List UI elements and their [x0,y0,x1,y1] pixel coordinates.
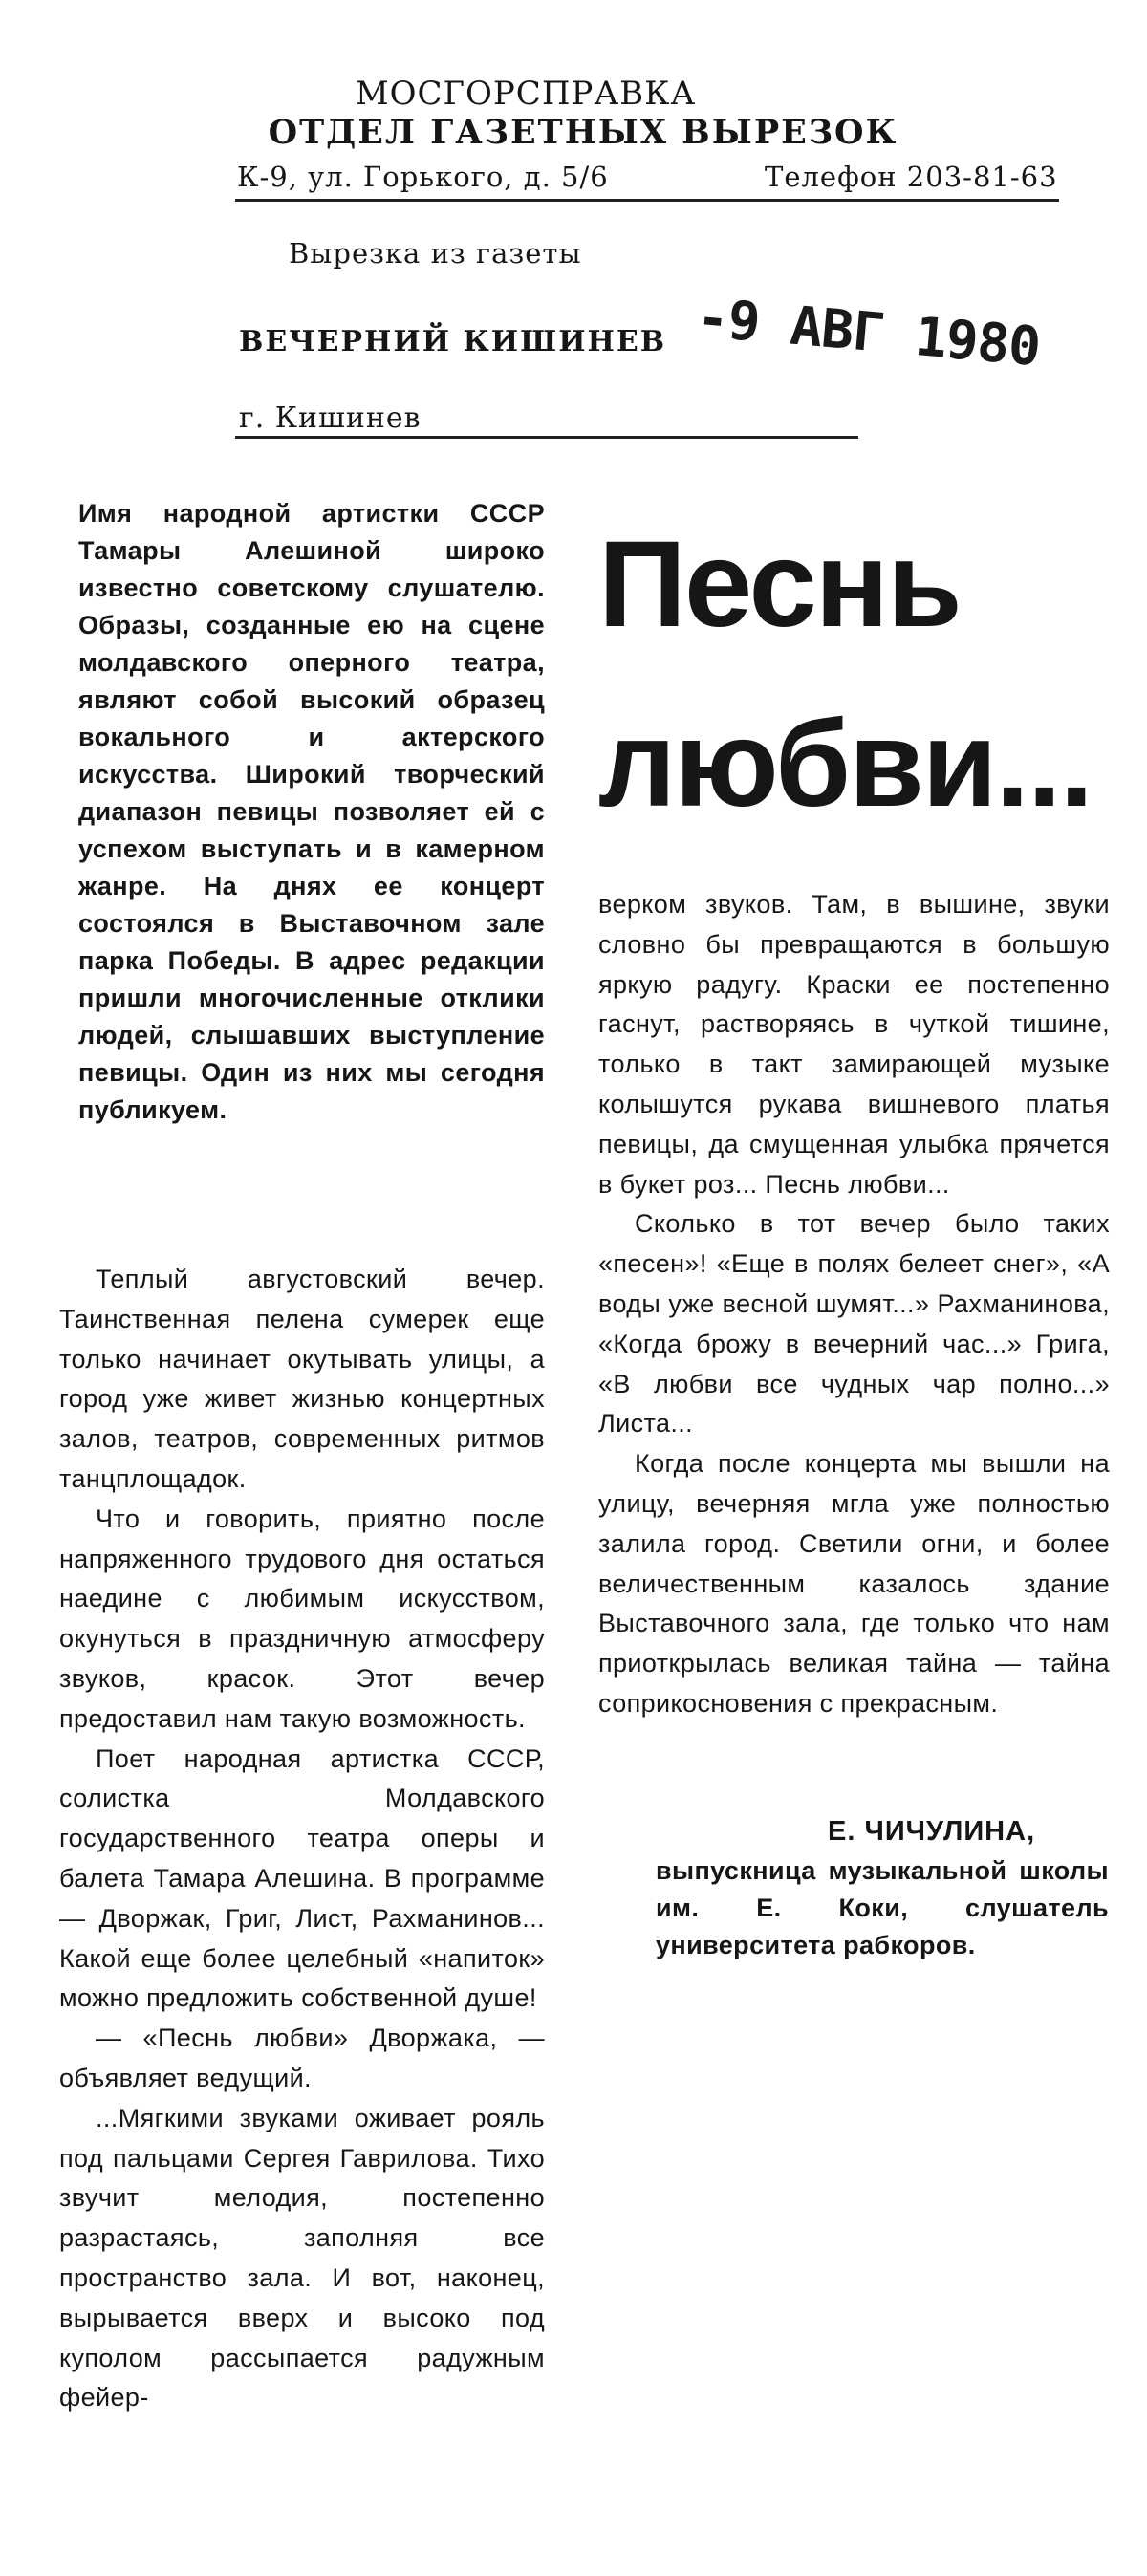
article-lead [78,495,545,1129]
clipping-label: Вырезка из газеты [289,237,582,270]
header-rule [235,199,1059,202]
body-paragraph: Когда после концерта мы вышли на улицу, вечерняя мгла уже полностью залила город. Светили огни, и более величественным казалось здание Выставочного зала, где только что нам приоткрылась великая тайна — тайна соприкосновения с прекрасным. [598,1449,1110,1718]
body-paragraph: Что и говорить, приятно после напряженного трудового дня остаться наедине с любимым искусством, окунуться в праздничную атмосферу звуков, красок. Этот вечер предоставил нам такую возможность. [59,1504,545,1733]
author-name: Е. ЧИЧУЛИНА, [828,1816,1036,1847]
date-stamp: -9 АВГ 1980 [694,287,1043,379]
agency-name: МОСГОРСПРАВКА [355,75,697,113]
body-paragraph: — «Песнь любви» Дворжака, — объявляет ведущий. [59,2024,545,2092]
article-headline: Песнь любви... [598,516,1093,833]
body-paragraph: верком звуков. Там, в вышине, звуки словно бы превращаются в большую яркую радугу. Краски ее постепенно гаснут, растворяясь в чуткой тишине, только в такт замирающей музыке колышутся рукава вишневого платья певицы, да смущенная улыбка прячется в букет роз... Песнь любви... [598,890,1110,1199]
agency-phone: Телефон 203-81-63 [765,161,1058,193]
department-name: ОТДЕЛ ГАЗЕТНЫХ ВЫРЕЗОК [268,113,898,152]
newspaper-name: ВЕЧЕРНИЙ КИШИНЕВ [239,325,667,358]
left-column [59,1260,545,2418]
newspaper-city: г. Кишинев [239,401,422,435]
agency-address: К-9, ул. Горького, д. 5/6 [237,161,609,193]
author-description: выпускница музыкальной школы им. Е. Коки, слушатель университета рабкоров. [656,1856,1109,1959]
lead-paragraph: Имя народной артистки СССР Тамары Алешиной широко известно советскому слушателю. Образы, созданные ею на сцене молдавского оперного театра, являют собой высокий образец вокального и актерского искусства. Широкий творческий диапазон певицы позволяет ей с успехом выступать и в камерном жанре. На днях ее концерт состоялся в Выставочном зале парка Победы. В адрес редакции пришли многочисленные отклики людей, слышавших выступление певицы. Один из них мы сегодня публикуем. [78,499,545,1124]
source-rule [235,436,858,439]
body-paragraph: Сколько в тот вечер было таких «песен»! «Еще в полях белеет снег», «А воды уже весной шумят...» Рахманинова, «Когда брожу в вечерний час...» Грига, «В любви все чудных чар полно...» Листа... [598,1209,1110,1439]
right-column [598,885,1110,1724]
body-paragraph: Поет народная артистка СССР, солистка Молдавского государственного театра оперы и балета Тамара Алешина. В программе — Дворжак, Григ, Лист, Рахманинов... Какой еще более целебный «напиток» можно предложить собственной душе! [59,1743,545,2013]
body-paragraph: Теплый августовский вечер. Таинственная пелена сумерек еще только начинает окутывать улицы, а город уже живет жизнью концертных залов, театров, современных ритмов танцплощадок. [59,1265,545,1493]
body-paragraph: ...Мягкими звуками оживает рояль под пальцами Сергея Гаврилова. Тихо звучит мелодия, постепенно разрастаясь, заполняя все пространство зала. И вот, наконец, вырывается вверх и высоко под куполом рассыпается радужным фейер- [59,2103,545,2413]
